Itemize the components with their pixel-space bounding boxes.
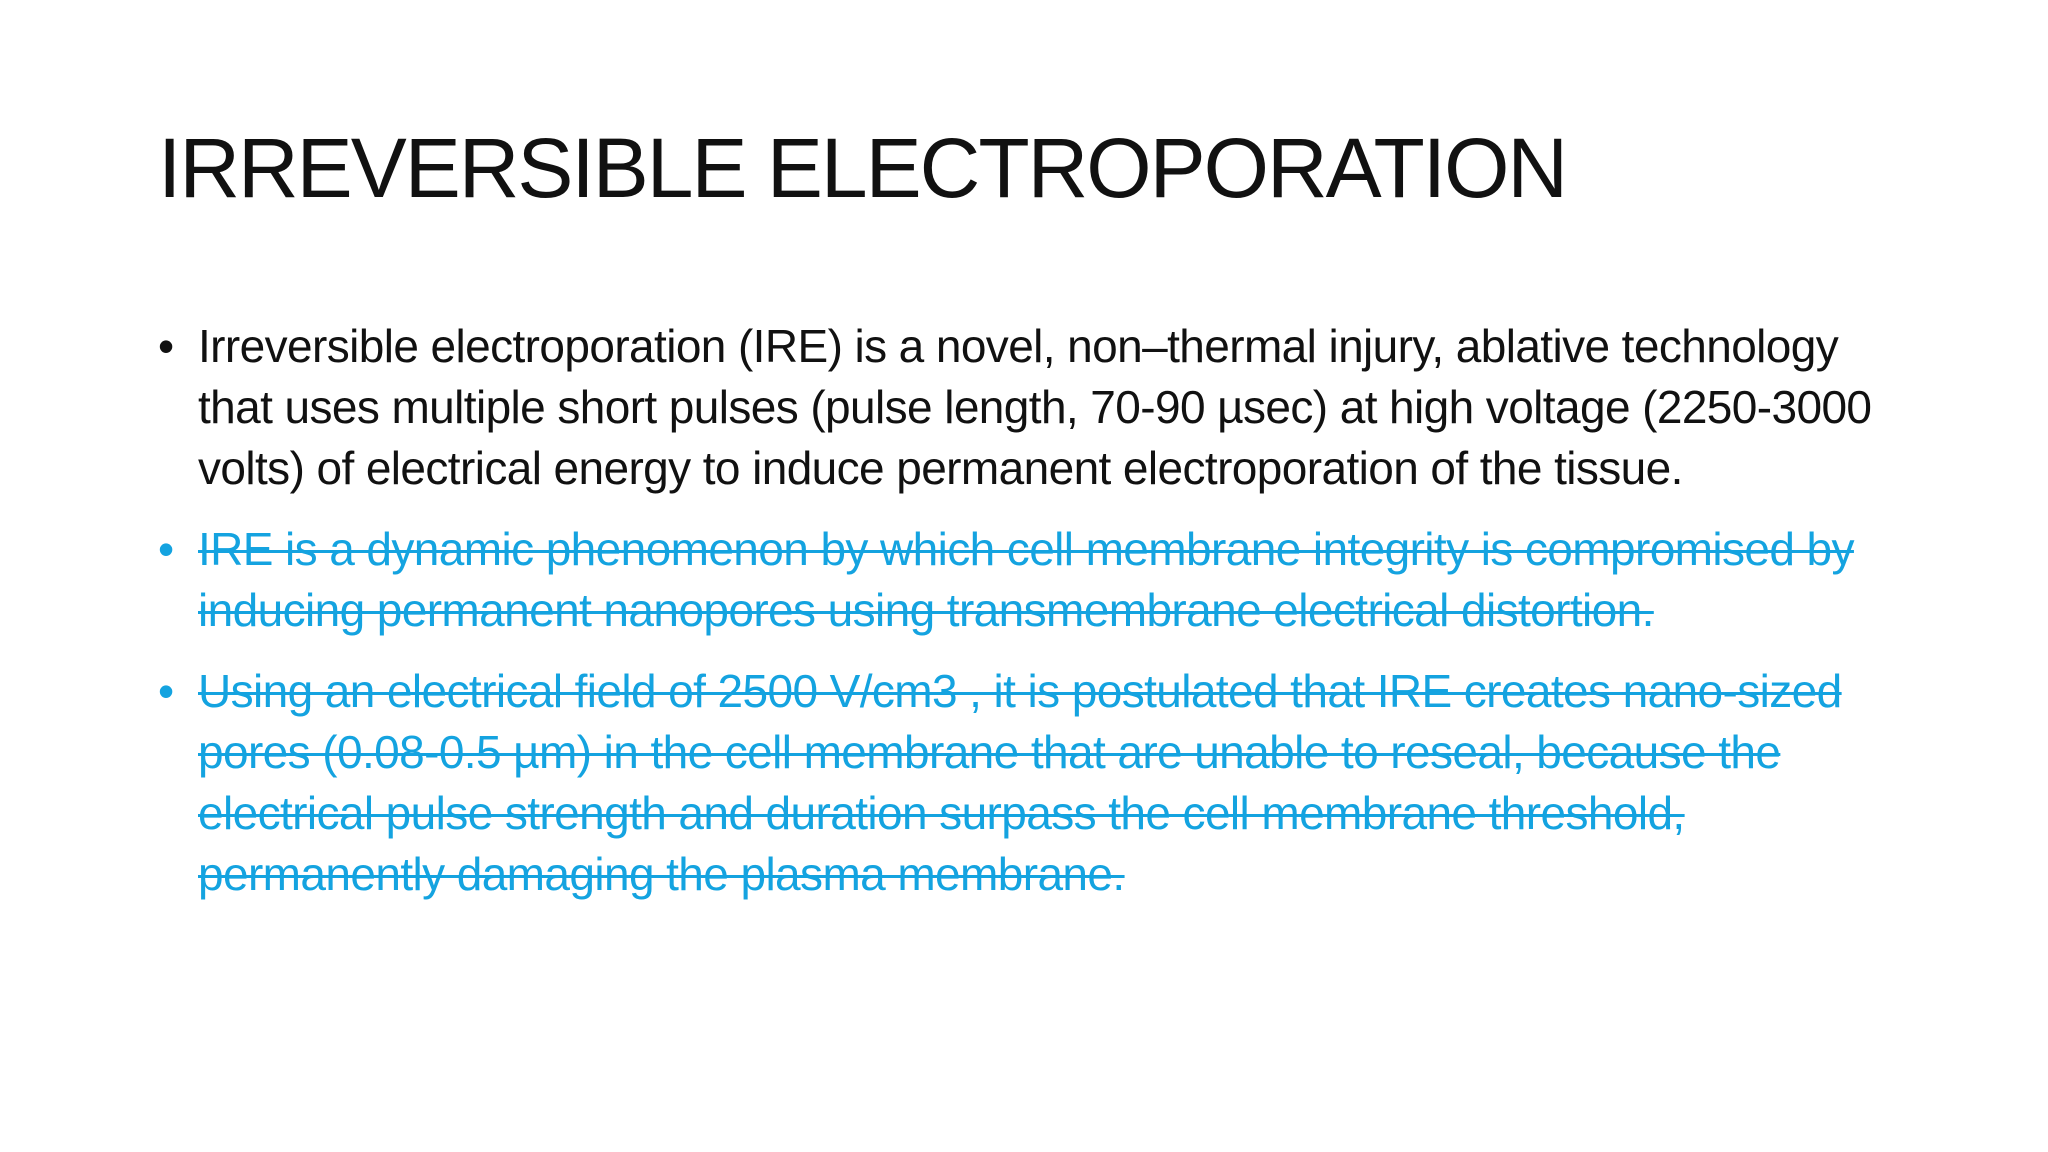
bullet-dot-icon: • <box>158 320 174 372</box>
slide-title: IRREVERSIBLE ELECTROPORATION <box>158 121 1567 215</box>
bullet-text-2: IRE is a dynamic phenomenon by which cell membrane integrity is compromised by inducing permanent nanopores using transmembrane electrical distortion. <box>198 523 1854 636</box>
bullet-list <box>158 316 1898 925</box>
bullet-dot-icon: • <box>158 665 174 717</box>
bullet-text-1: Irreversible electroporation (IRE) is a novel, non–thermal injury, ablative technology that uses multiple short pulses (pulse length, 70-90 µsec) at high voltage (2250-3000 volts) of electrical energy to induce permanent electroporation of the tissue. <box>198 320 1872 494</box>
bullet-text-3: Using an electrical field of 2500 V/cm3 , it is postulated that IRE creates nano-sized pores (0.08-0.5 µm) in the cell membrane that are unable to reseal, because the electrical pulse strength and duration surpass the cell membrane threshold, permanently damaging the plasma membrane. <box>198 665 1842 900</box>
bullet-item-3 <box>158 661 1898 905</box>
bullet-dot-icon: • <box>158 523 174 575</box>
bullet-item-2 <box>158 519 1898 641</box>
bullet-item-1 <box>158 316 1898 499</box>
